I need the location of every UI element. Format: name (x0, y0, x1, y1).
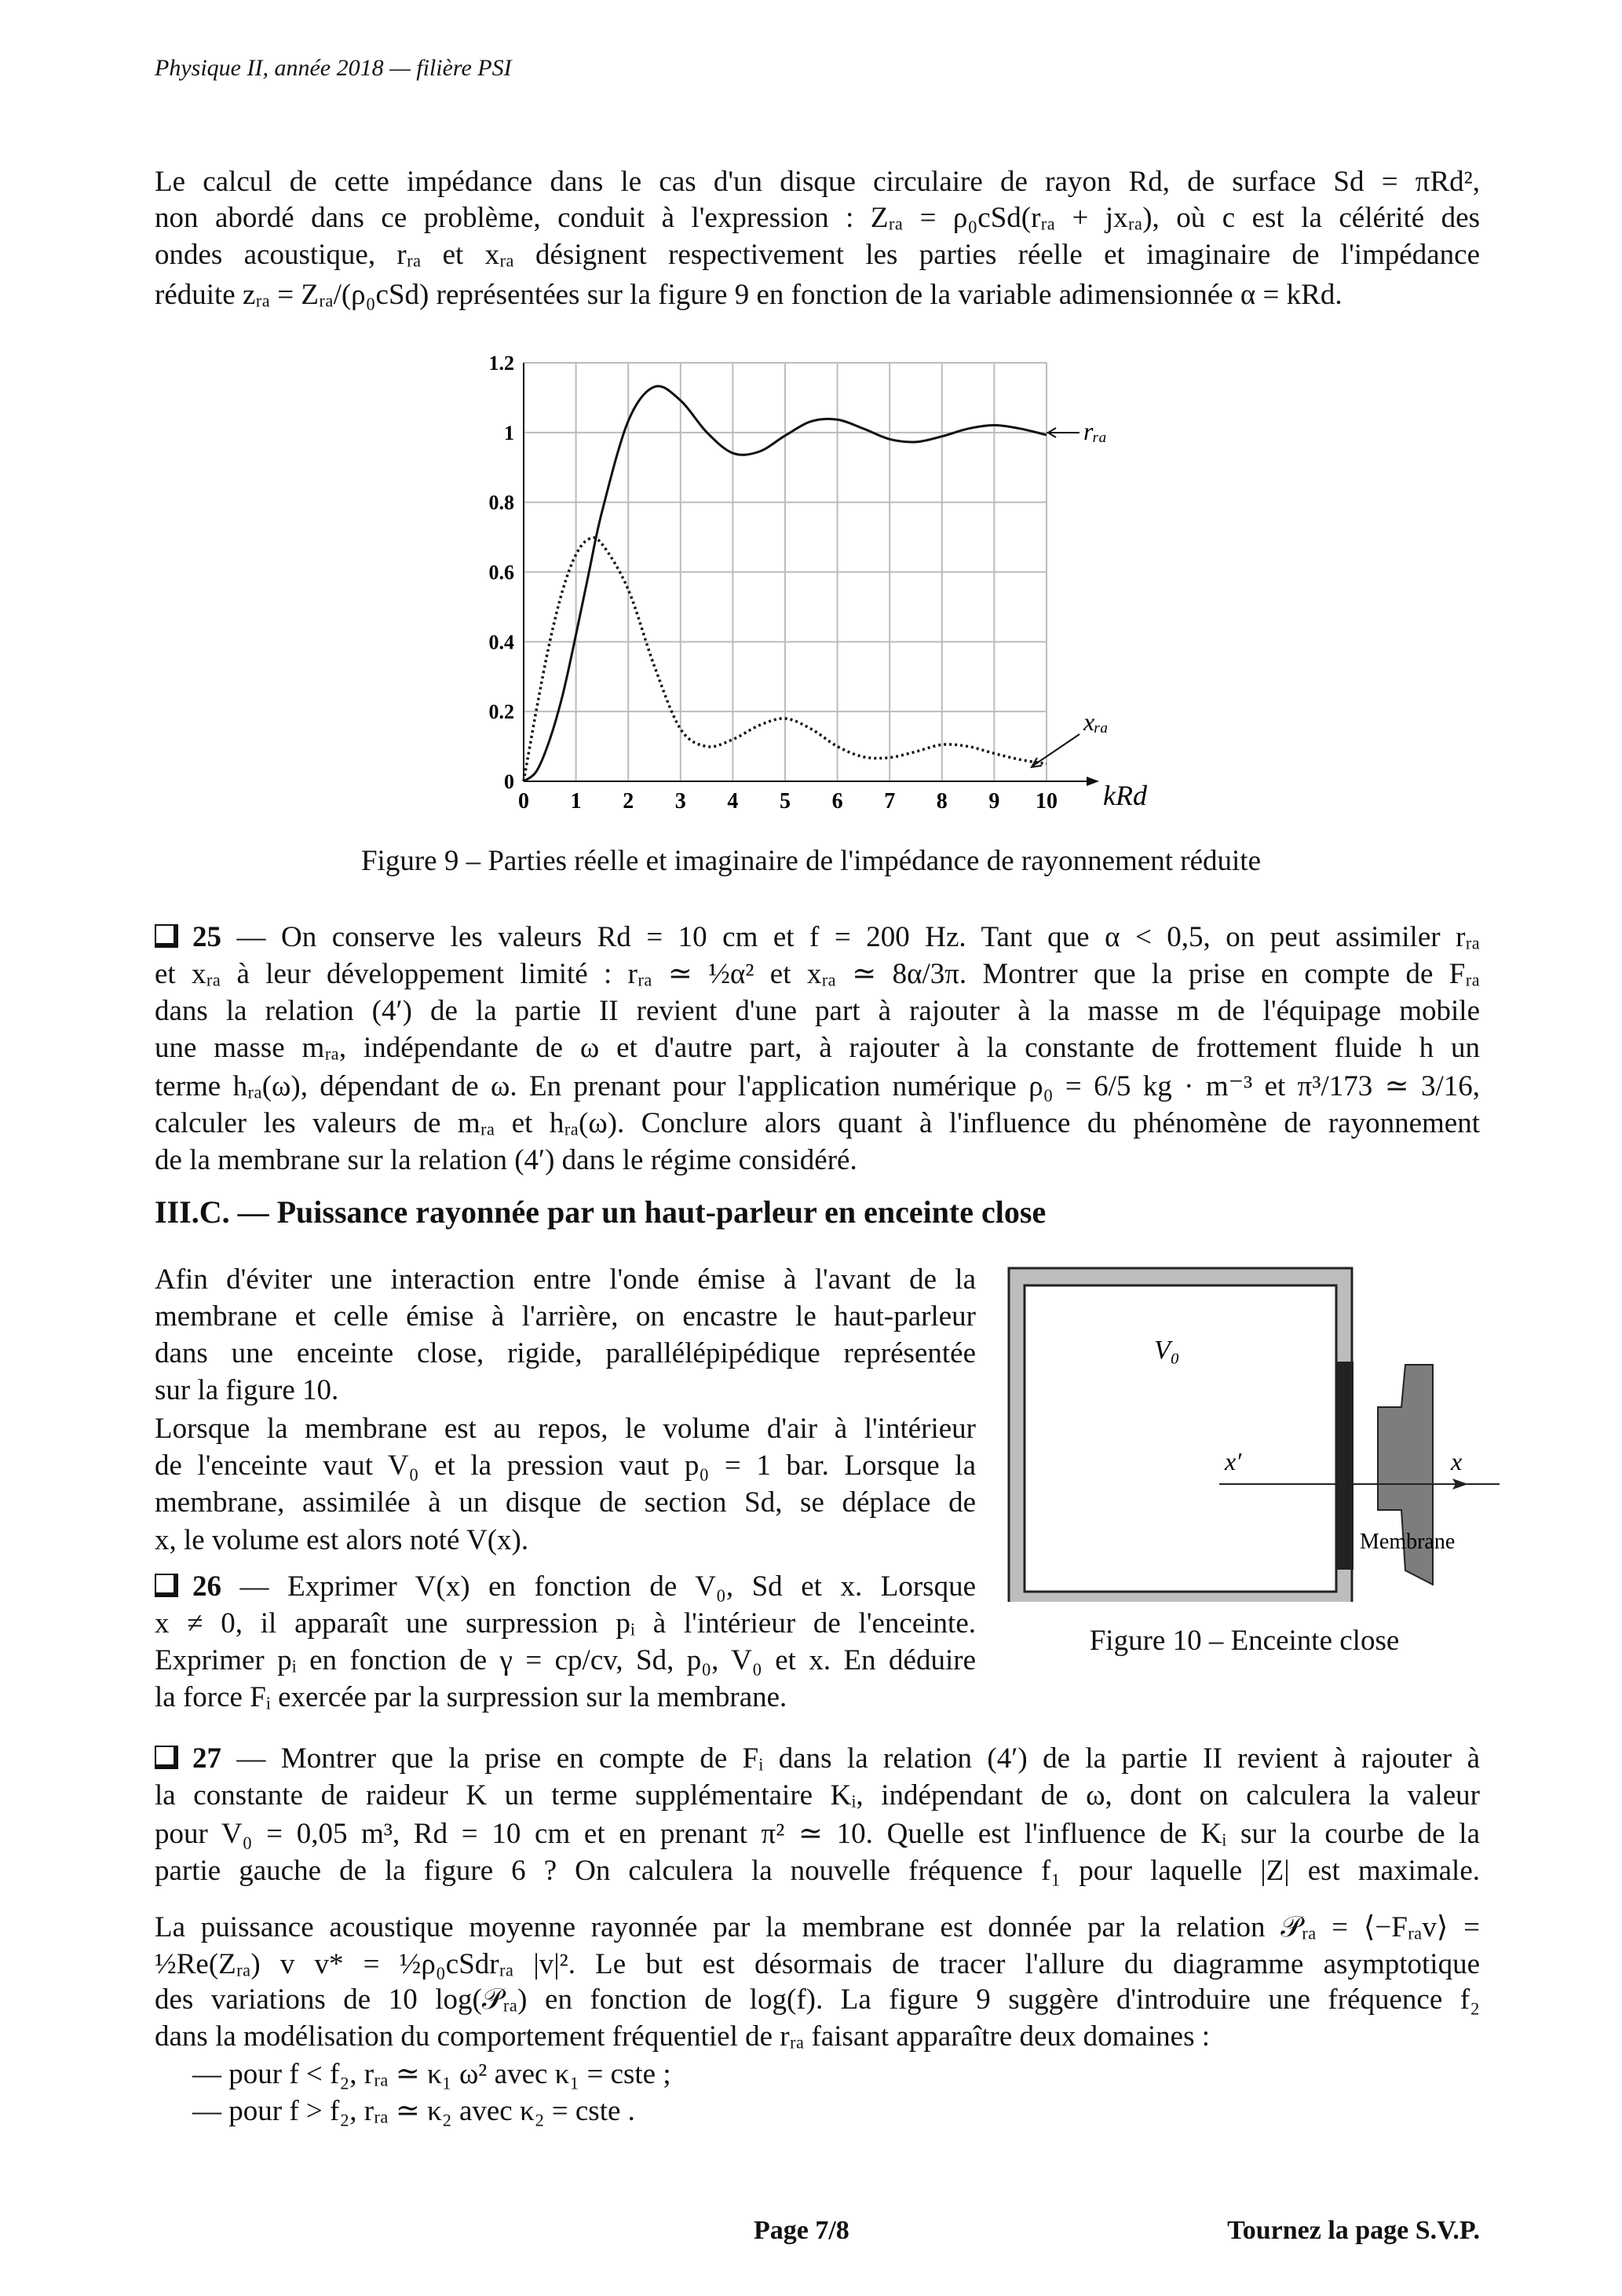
section-title: III.C. — Puissance rayonnée par un haut-parleur en enceinte close (155, 1194, 1047, 1230)
x-ra-pointer (1033, 734, 1080, 766)
page-number: Page 7/8 (754, 2216, 849, 2245)
intro-line: ondes acoustique, rᵣₐ et xᵣₐ désignent respectivement les parties réelle et imaginaire de l'impédance (155, 239, 1480, 271)
checkbox-icon (155, 924, 178, 948)
question-number: 26 (192, 1570, 221, 1603)
question-number: 25 (192, 921, 221, 953)
body-line: dans une enceinte close, rigide, parallélépipédique représentée (155, 1337, 976, 1369)
body-line: des variations de 10 log(𝒫ᵣₐ) en fonction de log(f). La figure 9 suggère d'introduire une fréquence f₂ (155, 1983, 1480, 2016)
question-number: 27 (192, 1742, 221, 1775)
q25-line: de la membrane sur la relation (4′) dans le régime considéré. (155, 1144, 857, 1176)
body-line: Afin d'éviter une interaction entre l'onde émise à l'avant de la (155, 1263, 976, 1296)
x-tick-label: 0 (518, 789, 529, 813)
body-line: membrane et celle émise à l'arrière, on encastre le haut-parleur (155, 1300, 976, 1333)
q27-line (155, 1740, 1480, 1778)
x-ra-label: xᵣₐ (1083, 707, 1109, 736)
q27-text: — Montrer que la prise en compte de Fᵢ dans la relation (4′) de la partie II revient à rajouter à (236, 1742, 1481, 1775)
x-tick-label: 9 (988, 789, 1000, 813)
y-tick-label: 0.6 (488, 561, 514, 584)
q25-line (155, 919, 1480, 956)
r-ra-label: rᵣₐ (1083, 417, 1107, 445)
body-line: ½Re(Zᵣₐ) v v* = ½ρ₀cSdrᵣₐ |v|². Le but est désormais de tracer l'allure du diagramme asymptotique (155, 1948, 1480, 1980)
membrane-label: Membrane (1360, 1530, 1456, 1554)
x-label: x (1451, 1447, 1463, 1475)
q27-line: pour V₀ = 0,05 m³, Rd = 10 cm et en prenant π² ≃ 10. Quelle est l'influence de Kᵢ sur la courbe de la (155, 1818, 1480, 1850)
body-line: x, le volume est alors noté V(x). (155, 1524, 529, 1556)
body-line: membrane, assimilée à un disque de section Sd, se déplace de (155, 1486, 976, 1519)
q27-line: partie gauche de la figure 6 ? On calculera la nouvelle fréquence f₁ pour laquelle |Z| est maximale. (155, 1855, 1480, 1887)
checkbox-icon (155, 1574, 178, 1597)
checkbox-icon (155, 1746, 178, 1769)
x-tick-label: 6 (831, 789, 843, 813)
y-tick-label: 0.8 (488, 491, 514, 514)
q26-line: la force Fᵢ exercée par la surpression sur la membrane. (155, 1681, 787, 1713)
intro-line: réduite zᵣₐ = Zᵣₐ/(ρ₀cSd) représentées sur la figure 9 en fonction de la variable adimensionnée α = kRd. (155, 279, 1343, 311)
volume-label: V₀ (1154, 1336, 1180, 1365)
q27-line: la constante de raideur K un terme supplémentaire Kᵢ, indépendant de ω, dont on calculera la valeur (155, 1779, 1480, 1812)
x-prime-label: x′ (1225, 1447, 1242, 1475)
list-item: — pour f < f₂, rᵣₐ ≃ κ₁ ω² avec κ₁ = cste ; (192, 2058, 671, 2090)
q25-line: terme hᵣₐ(ω), dépendant de ω. En prenant pour l'application numérique ρ₀ = 6/5 kg · m⁻³ et π³/173 ≃ 3/16, (155, 1070, 1480, 1102)
y-tick-label: 1 (504, 421, 514, 444)
q25-text: — On conserve les valeurs Rd = 10 cm et f = 200 Hz. Tant que α < 0,5, on peut assimiler rᵣₐ (236, 921, 1481, 953)
figure-9-chart (0, 0, 1622, 848)
x-tick-label: 7 (884, 789, 896, 813)
q25-line: et xᵣₐ à leur développement limité : rᵣₐ ≃ ½α² et xᵣₐ ≃ 8α/3π. Montrer que la prise en compte de Fᵣₐ (155, 958, 1480, 990)
y-tick-label: 0.2 (488, 700, 514, 724)
figure-9-caption: Figure 9 – Parties réelle et imaginaire de l'impédance de rayonnement réduite (360, 845, 1262, 877)
intro-line: Le calcul de cette impédance dans le cas d'un disque circulaire de rayon Rd, de surface Sd = πRd², (155, 166, 1480, 198)
body-line: de l'enceinte vaut V₀ et la pression vaut p₀ = 1 bar. Lorsque la (155, 1450, 976, 1482)
list-item: — pour f > f₂, rᵣₐ ≃ κ₂ avec κ₂ = cste . (192, 2095, 635, 2127)
x-tick-label: 5 (780, 789, 791, 813)
x-axis-arrow-icon (1087, 777, 1099, 786)
running-header: Physique II, année 2018 — filière PSI (155, 55, 512, 81)
x-tick-label: 4 (727, 789, 739, 813)
body-line: Lorsque la membrane est au repos, le volume d'air à l'intérieur (155, 1413, 976, 1445)
y-tick-label: 1.2 (488, 352, 514, 375)
q25-line: dans la relation (4′) de la partie II revient d'une part à rajouter à la masse m de l'équipage mobile (155, 995, 1480, 1027)
x-tick-label: 8 (936, 789, 948, 813)
q25-line: calculer les valeurs de mᵣₐ et hᵣₐ(ω). Conclure alors quant à l'influence du phénomène de rayonnement (155, 1107, 1480, 1139)
intro-line: non abordé dans ce problème, conduit à l'expression : Zᵣₐ = ρ₀cSd(rᵣₐ + jxᵣₐ), où c est la célérité des (155, 202, 1480, 234)
body-line: La puissance acoustique moyenne rayonnée par la membrane est donnée par la relation 𝒫ᵣₐ = ⟨−Fᵣₐv⟩ = (155, 1911, 1480, 1943)
q26-line (155, 1568, 976, 1606)
x-tick-label: 2 (623, 789, 634, 813)
y-tick-label: 0.4 (488, 631, 514, 654)
x-tick-label: 1 (570, 789, 582, 813)
x-axis-label: kRd (1103, 780, 1147, 811)
q26-line: x ≠ 0, il apparaît une surpression pᵢ à l'intérieur de l'enceinte. (155, 1607, 976, 1640)
q25-line: une masse mᵣₐ, indépendante de ω et d'autre part, à rajouter à la constante de frottement fluide h un (155, 1032, 1480, 1064)
body-line: dans la modélisation du comportement fréquentiel de rᵣₐ faisant apparaître deux domaines : (155, 2020, 1210, 2053)
figure-10-overlay (997, 1256, 1500, 1602)
q26-line: Exprimer pᵢ en fonction de γ = cp/cv, Sd, p₀, V₀ et x. En déduire (155, 1644, 976, 1676)
y-tick-label: 0 (504, 770, 514, 793)
turn-page-note: Tournez la page S.V.P. (1227, 2216, 1480, 2245)
x-tick-label: 10 (1036, 789, 1058, 813)
figure-10-caption: Figure 10 – Enceinte close (1089, 1625, 1400, 1657)
q26-text: — Exprimer V(x) en fonction de V₀, Sd et x. Lorsque (239, 1570, 977, 1603)
x-tick-label: 3 (674, 789, 686, 813)
body-line: sur la figure 10. (155, 1374, 339, 1406)
